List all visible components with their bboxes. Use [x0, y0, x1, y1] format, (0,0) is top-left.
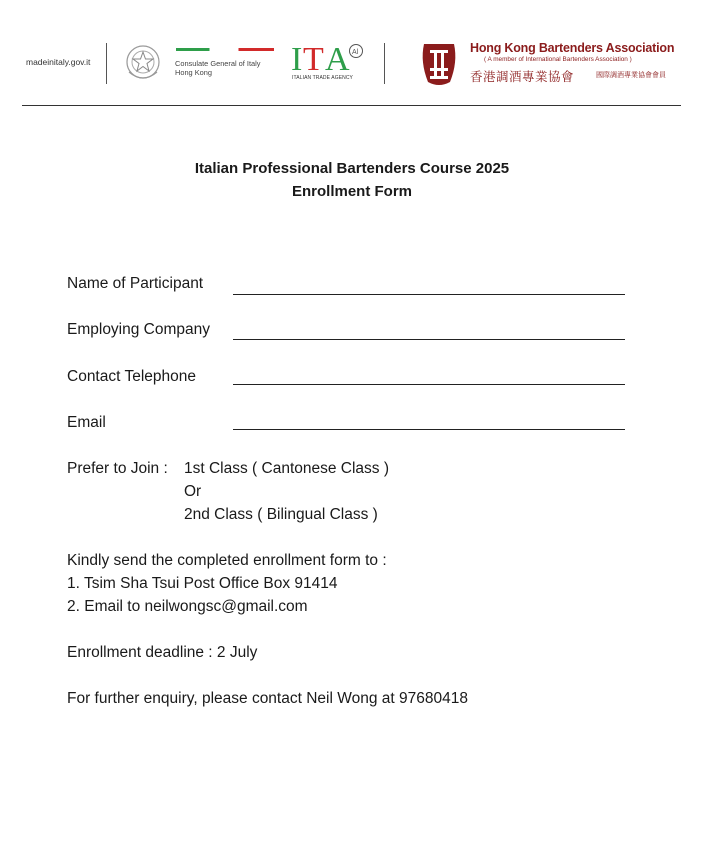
enquiry-text: For further enquiry, please contact Neil Wong at 97680418: [67, 690, 468, 707]
ita-logo-icon: [291, 40, 365, 74]
instructions-item-2: 2. Email to neilwongsc@gmail.com: [67, 598, 308, 615]
field-label-company: Employing Company: [67, 321, 211, 338]
header-divider: [106, 43, 107, 84]
field-label-email: Email: [67, 414, 106, 431]
prefer-label: Prefer to Join :: [67, 460, 168, 477]
hkba-subtitle: ( A member of International Bartenders Association ): [484, 56, 632, 63]
field-line-company[interactable]: [233, 339, 625, 340]
hkba-title: Hong Kong Bartenders Association: [470, 41, 675, 55]
consulate-line1: Consulate General of Italy: [175, 59, 261, 68]
field-label-telephone: Contact Telephone: [67, 368, 196, 385]
option-or: Or: [184, 483, 202, 500]
field-line-email[interactable]: [233, 429, 625, 430]
option-2nd-class: 2nd Class ( Bilingual Class ): [184, 506, 378, 523]
svg-text:A: A: [325, 41, 350, 74]
page-subtitle: Enrollment Form: [291, 183, 412, 200]
italian-emblem-icon: [124, 40, 162, 86]
svg-text:I: I: [291, 41, 302, 74]
hkba-chinese-member: 國際調酒專業協會會員: [596, 71, 666, 79]
page-title: Italian Professional Bartenders Course 2025: [194, 160, 510, 177]
hkba-chinese-name: 香港調酒專業協會: [470, 69, 575, 84]
header-divider-2: [384, 43, 385, 84]
field-line-name[interactable]: [233, 294, 625, 295]
ita-caption: ITALIAN TRADE AGENCY: [292, 75, 353, 81]
field-line-telephone[interactable]: [233, 384, 625, 385]
madeinitaly-text: madeinitaly.gov.it: [26, 57, 91, 67]
italy-flag-bar: [176, 48, 274, 51]
consulate-text: [175, 59, 260, 77]
header-rule: [22, 105, 681, 106]
instructions-intro: Kindly send the completed enrollment form to :: [67, 552, 387, 569]
instructions-item-1: 1. Tsim Sha Tsui Post Office Box 91414: [67, 575, 338, 592]
enrollment-deadline: Enrollment deadline : 2 July: [67, 644, 258, 661]
svg-text:Al: Al: [352, 49, 359, 56]
hkba-logo-icon: [418, 38, 460, 88]
svg-text:T: T: [303, 41, 323, 74]
option-1st-class: 1st Class ( Cantonese Class ): [184, 460, 390, 477]
consulate-line2: Hong Kong: [175, 68, 212, 77]
field-label-name: Name of Participant: [67, 275, 204, 292]
